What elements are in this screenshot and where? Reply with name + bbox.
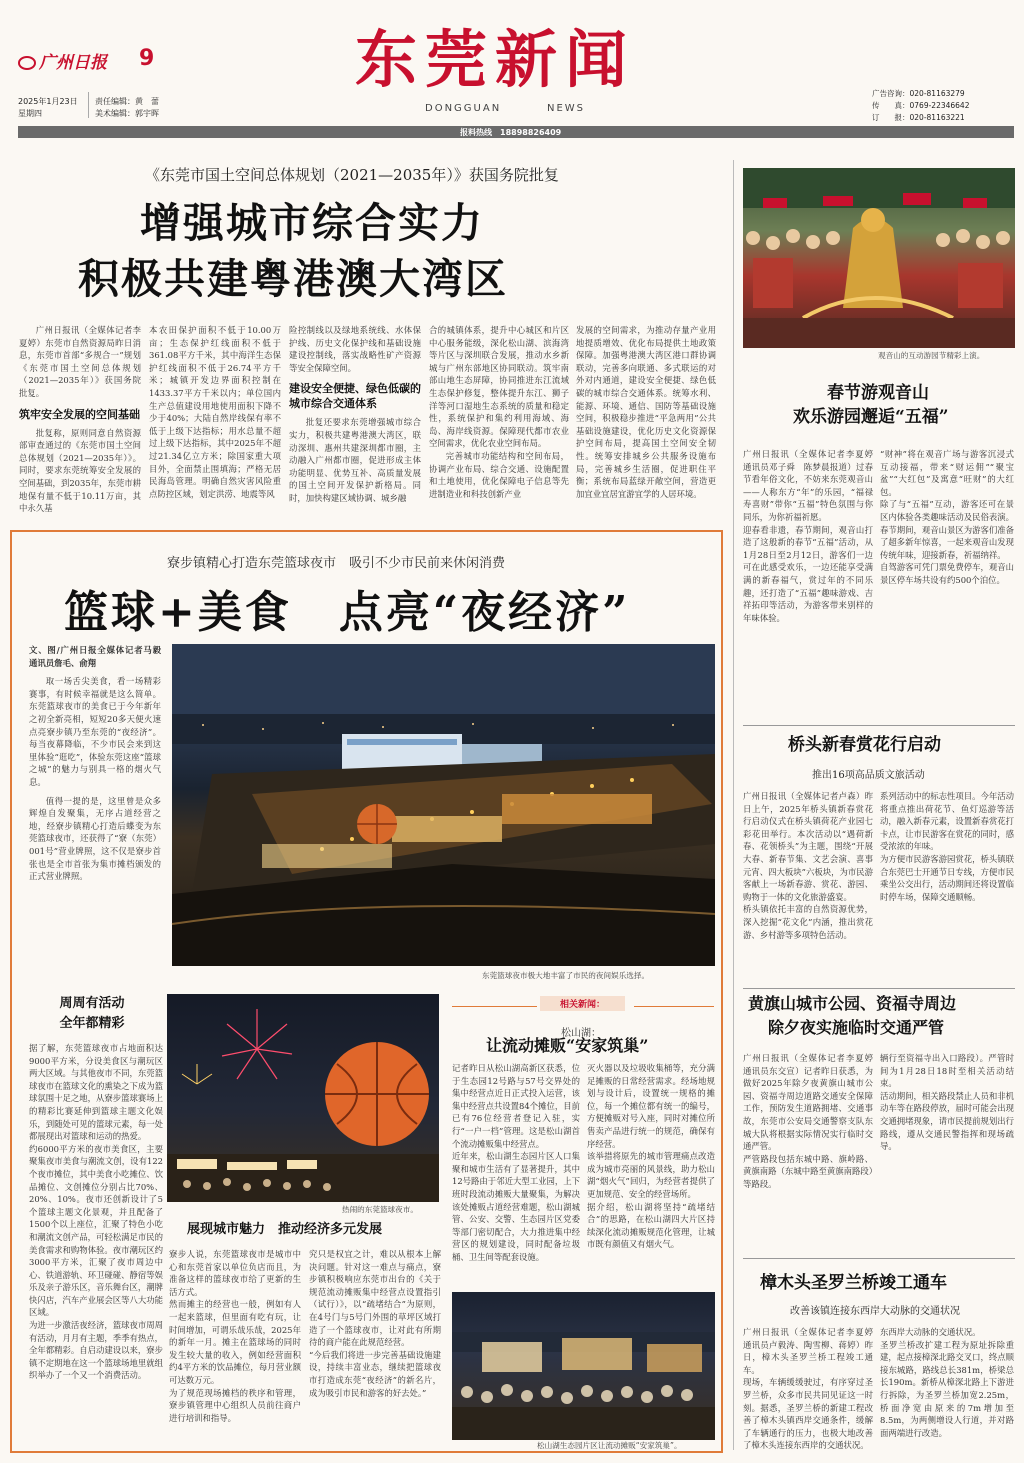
story-basketball-night-market [10, 530, 723, 1453]
story-land-plan [0, 150, 730, 520]
s1-col-1: 广州日报讯（全媒体记者李夏婷 通讯员邓子舜 陈梦晨报道）过春节看年俗文化，不妨来东莞观音山——人称东方“年”的乐园，“福禄寿喜财”带你“五福”特色氛围与你同乐，为你祈福祈愿。 迎春看非遗，春节期间，观音山打造了这般新的春节“五福”活动，从1月28日至2月12日，游客们一边可在此感受欢乐，一边还能享受满满的新春福气，赏过年的不同乐趣，还打造了“五福”趣味游戏、吉祥拓印等活动，为游客带来别样的年味体验。 [743, 449, 873, 623]
story1-col-4: 合的城镇体系，提升中心城区和片区中心服务能级，深化松山湖、滨海湾等片区与深圳联合发展，推动水乡新城与广州东部地区协同联动。筑牢南部山地生态屏障，协同推进东江流域生态保护修复，整体提升东江、狮子洋等河口湿地生态系统的质量和稳定性，系统保护和集约利用海域、海岛、海岸线资源。保障现代都市农业空间需求，优化农业空间布局。 完善城市功能结构和空间布局，协调产业布局、综合交通、设施配置和土地使用，优化保障电子信息等先进制造业和科技创新产业 [429, 325, 569, 499]
issue-date: 2025年1月23日 [18, 97, 78, 106]
story1-sub-2: 建设安全便捷、绿色低碳的城市综合交通体系 [289, 382, 421, 411]
art-editor-credit: 美术编辑：郭宇晖 [95, 109, 159, 118]
story2-sub-left: 周周有活动 全年都精彩 [59, 996, 125, 1031]
s3-title-2: 除夕夜实施临时交通严管 [768, 1018, 945, 1037]
story2-byline: 文、图/广州日报全媒体记者马毅 通讯员詹毛、俞翔 [29, 645, 170, 668]
s2-col-1: 广州日报讯（全媒体记者卢森）昨日上午，2025年桥头镇新春赏花行启动仪式在桥头镇荷花产业园七彩花田举行。本次活动以“遇荷新春、花领桥头”为主题，围绕“开展大春、新春节集、文艺会演、喜事元宵、四大板块”六板块，为市民游客献上一场新春游、赏花、游园、购物于一体的文化旅游盛宴。 桥头镇依托丰富的自然资源优势，深入挖掘“花文化”内涵，推出赏花游、乡村游等多项特色活动。 [743, 791, 873, 940]
fireworks-photo [167, 994, 439, 1202]
story1-headline-1: 增强城市综合实力 [140, 199, 484, 247]
order-contact: 订 报：020-81163221 [872, 113, 965, 122]
festival-crowd-scene-icon [743, 168, 1015, 348]
section-pinyin-right: NEWS [547, 103, 586, 114]
story2-sub-mid: 展现城市魅力 推动经济多元发展 [187, 1222, 383, 1237]
songshan-lake-market-photo [452, 1292, 715, 1440]
story1-headline-2: 积极共建粤港澳大湾区 [78, 255, 508, 303]
s1-col-2: “财神”将在观音广场与游客沉浸式互动接福，带来“财运佣”“聚宝盆”“大红包”及寓意“旺财”的大红包。 除了与“五福”互动，游客还可在景区内体验各类趣味活动及民俗表演。春节期间，观音山景区为游客们准备了超多新年惊喜，一起来观音山发现传统年味，迎接新春，祈福纳祥。 自驾游客可凭门票免费停车，观音山景区停车场共设有约500个泊位。 [880, 449, 1014, 585]
s4-col-2: 东西岸大动脉的交通状况。 圣罗兰桥改扩建工程为原址拆除重建，起点接樟深北路交叉口，终点顺接东城路，路线总长381m，桥梁总长190m。新桥从樟深北路上下游进行拆除，为圣罗兰桥加宽2.25m，桥面净宽由原来的7m增加至8.5m，为两侧增设人行道，并对路面两端进行改造。 [880, 1327, 1014, 1438]
story2-kicker: 寮步镇精心打造东莞篮球夜市 吸引不少市民前来休闲消费 [167, 556, 506, 571]
s4-col-1: 广州日报讯（全媒体记者李夏婷 通讯员卢毅涛、陶雪柳、蒋婷）昨日，樟木头圣罗兰桥工程竣工通车。 现场，车辆缓缓驶过，有序穿过圣罗兰桥，众多市民共同见证这一时刻。据悉，圣罗兰桥的新建工程改善了樟木头镇西岸交通条件，缓解了车辆通行的压力，也极大地改善了樟木头连接东西岸的交通状况。 [743, 1327, 873, 1451]
story1-col-2: 本农田保护面积不低于10.00万亩；生态保护红线面积不低于361.08平方千米，其中海洋生态保护红线面积不低于26.74平方千米；城镇开发边界面积控制在1433.37平方千米以内；单位国内生产总值建设用地使用面积下降不少于40%；大陆自然岸线保有率不低于上级下达指标；用水总量不超过上级下达指标，其中2025年不超过21.34亿立方米；除国家重大项目外，全面禁止围填海；严格无居民海岛管理。明确自然灾害风险重点防控区域，划定洪涝、地震等风 [149, 325, 281, 499]
page-number: 9 [139, 46, 155, 71]
related-place: 松山湖： [561, 1028, 601, 1039]
related-col-2: 灭火器以及垃圾收集桶等，充分满足摊贩的日常经营需求。经场地规划与设计后，设置统一规格的摊位，每一个摊位都有统一的编号，方便摊贩对号入座，同时对摊位所售卖产品进行统一的规范，确保有序经营。 该举措将原先的城市管理痛点改造成为城市亮丽的风景线，助力松山湖“烟火气”回归，为经营者提供了更加规范、安全的经营场所。 据介绍，松山湖将坚持“疏堵结合”的思路，在松山湖四大片区持续深化流动摊贩规范化管理，让城市既有颜值又有烟火气。 [587, 1063, 715, 1250]
section-pinyin-left: DONGGUAN [425, 103, 502, 114]
ad-contact: 广告咨询：020-81163279 [872, 89, 965, 98]
story1-kicker: 《东莞市国土空间总体规划（2021—2035年）》获国务院批复 [145, 166, 559, 184]
section-title: 东莞新闻 [355, 23, 636, 96]
hotline: 报料热线 18898826409 [460, 128, 562, 137]
s3-title-1: 黄旗山城市公园、资福寺周边 [748, 994, 957, 1013]
night-market-aerial-photo [172, 644, 715, 966]
issue-weekday: 星期四 [18, 109, 42, 118]
s3-col-2: 辆行至资福寺出入口路段）。严管时间为1月28日18时至相关活动结束。 活动期间，相关路段禁止人员和非机动车等在路段停放，届时可能会出现交通拥堵现象，请市民提前规划出行路线，遵从交通民警指挥和现场疏导。 [880, 1053, 1014, 1152]
photo1-caption: 东莞篮球夜市极大地丰富了市民的夜间娱乐选择。 [482, 971, 650, 980]
logo-icon [18, 56, 36, 70]
story1-sub-1: 筑牢安全发展的空间基础 [19, 407, 140, 421]
story2-intro: 文、图/广州日报全媒体记者马毅 通讯员詹毛、俞翔 取一场舌尖美食，看一场精彩赛事，有时候幸福就是这么简单。东莞篮球夜市的美食已于今年新年之初全新亮相，短短20多天便火速点亮寮步镇乃至东莞的“夜经济”。每当夜幕降临，不少市民会来到这里体验“逛吃”，体验东莞这座“篮球之城”的魅力与别具一格的烟火气息。 值得一提的是，这里曾是众多辉煌自发聚集，无序占道经营之地，经寮步镇精心打造后蝶变为东莞篮球夜市，还获得了“寮（东莞）001号”营业牌照，这不仅是寮步首张也是全市首张为集市摊档颁发的正式营业牌照。 [29, 645, 170, 882]
s3-col-1: 广州日报讯（全媒体记者李夏婷 通讯员东交宣）记者昨日获悉，为做好2025年除夕夜黄旗山城市公园、资福寺周边道路交通安全保障工作，预防发生道路拥堵、交通事故，东莞市公安局交通警察支队东城大队将根据实际情况实行临时交通严管。 严管路段包括东城中路、旗岭路、黄旗南路（东城中路至黄旗南路段）等路段。 [743, 1053, 873, 1189]
s4-title: 樟木头圣罗兰桥竣工通车 [760, 1273, 947, 1293]
s1-title-2: 欢乐游园邂逅“五福” [793, 407, 949, 427]
s2-col-2: 系列活动中的标志性项目。今年活动将重点推出荷花节、鱼灯巡游等活动，融入新春元素，设置新春赏花打卡点，让市民游客在赏花的同时，感受浓浓的年味。 为方便市民游客游园赏花，桥头镇联合东莞巴士开通节日专线，方便市民乘坐公交出行，活动期间还将设置临时停车场，保障交通顺畅。 [880, 791, 1014, 902]
market-crowd-scene-icon [452, 1292, 715, 1440]
story2-mid-col-1: 寮步人说，东莞篮球夜市是城市中心和东莞首家以单位负店而且，为准备这样的篮球夜市给了更新的生活方式。 然而摊主的经营也一般，例如有人一起来篮球，但里面有吃有玩，让时间增加，可谓乐哉乐哉，2025年的新年一月。摊主在篮球场的同时发生较大量的收入，例如经营面积约4平方米的饮品摊位，每月营业额可达数万元。 为了规范现场摊档的秩序和管理，寮步镇管理中心组织人员前往商户进行培训和指导。 [169, 1249, 301, 1423]
related-title: 让流动摊贩“安家筑巢” [486, 1036, 649, 1055]
masthead [0, 0, 1024, 150]
story2-headline: 篮球+美食 点亮“夜经济” [64, 587, 631, 638]
s4-subtitle: 改善该镇连接东西岸大动脉的交通状况 [790, 1306, 960, 1317]
story1-col-5: 发展的空间需求，为推动存量产业用地提质增效、优化布局提供土地政策保障。加强粤港澳大湾区港口群协调联动，完善多向联通、多式联运的对外对内通道，建设安全便捷、绿色低碳的城市综合交通体系。统筹水利、能源、环境、通信、国防等基础设施空间，积极稳步推进“平急两用”公共基础设施建设，优化历史文化资源保护空间布局，提高国土空间安全韧性。统筹安排城乡公共服务设施布局，完善城乡生活圈，促进职住平衡；系统布局蓝绿开敞空间，营造更加宜业宜居宜游宜学的人居环境。 [576, 325, 716, 499]
story2-mid-col-2: 究只是权宜之计，难以从根本上解决问题。针对这一难点与痛点，寮步镇积极响应东莞市出台的《关于规范流动摊贩集中经营点设置指引（试行）》，以“疏堵结合”为原则，在4号门与5号门外围的草坪区域打造了一个篮球夜市，让对此有所期待的商户能在此规范经营。 “今后我们将进一步完善基础设施建设，持续丰富业态，继续把篮球夜市打造成东莞“夜经济”的新名片，成为吸引市民和游客的好去处。” [309, 1249, 441, 1398]
editor-credit: 责任编辑：黄 蕾 [95, 97, 159, 106]
fax-contact: 传 真：0769-22346642 [872, 101, 970, 110]
story1-col-1: 广州日报讯（全媒体记者李夏婷）东莞市自然资源局昨日消息，东莞市首部“多规合一”规划《东莞市国土空间总体规划（2021—2035年）》获国务院批复。 筑牢安全发展的空间基础 批复称，原则同意自然资源部审查通过的《东莞市国土空间总体规划（2021—2035年）》。同时，要求东莞统筹安全发展的空间基础，到2035年，东莞市耕地保有量不低于10.11万亩，其中永久基 [19, 325, 141, 514]
paper-logo: 广州日报 [18, 48, 107, 73]
aerial-scene-icon [172, 644, 715, 966]
s2-title: 桥头新春赏花行启动 [788, 735, 941, 755]
related-label: 相关新闻： [540, 996, 625, 1011]
photo3-caption: 松山湖生态园片区让流动摊贩“安家筑巢”。 [537, 1441, 682, 1450]
story1-col-3: 险控制线以及绿地系统线、水体保护线、历史文化保护线和基础设施建设控制线，落实战略性矿产资源等安全保障空间。 建设安全便捷、绿色低碳的城市综合交通体系 批复还要求东莞增强城市综合实力，积极共建粤港澳大湾区，联动深圳、惠州共建深圳都市圈，主动融入广州都市圈，促进形成主体功能明显、优势互补、高质量发展的国土空间开发保护新格局。同时，加快构建区域协调、城乡融 [289, 325, 421, 503]
photo2-caption: 热闹的东莞篮球夜市。 [342, 1205, 418, 1214]
related-col-1: 记者昨日从松山湖高新区获悉，位于生态园12号路与57号交界处的集中经营点近日正式投入运营，该集中经营点共设置84个摊位，目前已有76位经营者登记入驻，实行“一户一档”管理。这是松山湖首个流动摊贩集中经营点。 近年来，松山湖生态园片区人口集聚和城市生活有了显著提升，其中12号路由于邻近大型工业园，上下班时段流动摊贩大量聚集，为解决该处摊贩占道经营难题，松山湖城管、公安、交警、生态园片区党委等部门密切配合，大力推进集中经营区的规划建设，同时配备垃圾桶、卫生间等配套设施。 [452, 1063, 580, 1262]
s2-subtitle: 推出16项高品质文旅活动 [812, 770, 925, 781]
right-photo-caption: 观音山的互动游园节精彩上演。 [878, 351, 985, 360]
s1-title-1: 春节游观音山 [827, 383, 929, 403]
story2-left-text: 据了解，东莞篮球夜市占地面积达9000平方米，分设美食区与潮玩区两大区域。与其他夜市不同，东莞篮球夜市在篮球文化的熏染之下成为篮球氛围十足之地，从寮步篮球赛场上的精彩比赛延伸到篮球主题文化娱乐，到随处可见的篮球元素，每一处都展现出对篮球和运动的热爱。 约6000平方米的夜市美食区，主要聚集夜市美食与潮流文创，设有122个夜市摊位，其中美食小吃摊位、饮品摊位、文创摊位分别占比70%、20%、10%。夜市还创新设计了5个篮球主题文化景观，并且配备了1500个以上座位，汇聚了特色小吃和潮流文创产品，可轻松满足市民的美食需求和购物体验。夜市潮玩区约3000平方米，汇聚了夜市周边中心、铁道游轨、环卫碰碰、静宿等娱乐及亲子游乐区，音乐舞台区，潮牌快闪店，汽车产业展会区等八大功能区域。 为进一步激活夜经济，篮球夜市周周有活动，月月有主题，季季有热点，全年都精彩。自启动建设以来，寮步镇不定期地在这一个篮球场地里就组织举办了一个又一个消费活动。 [29, 1043, 163, 1381]
fireworks-scene-icon [167, 994, 439, 1202]
guanyin-mountain-photo [743, 168, 1015, 348]
